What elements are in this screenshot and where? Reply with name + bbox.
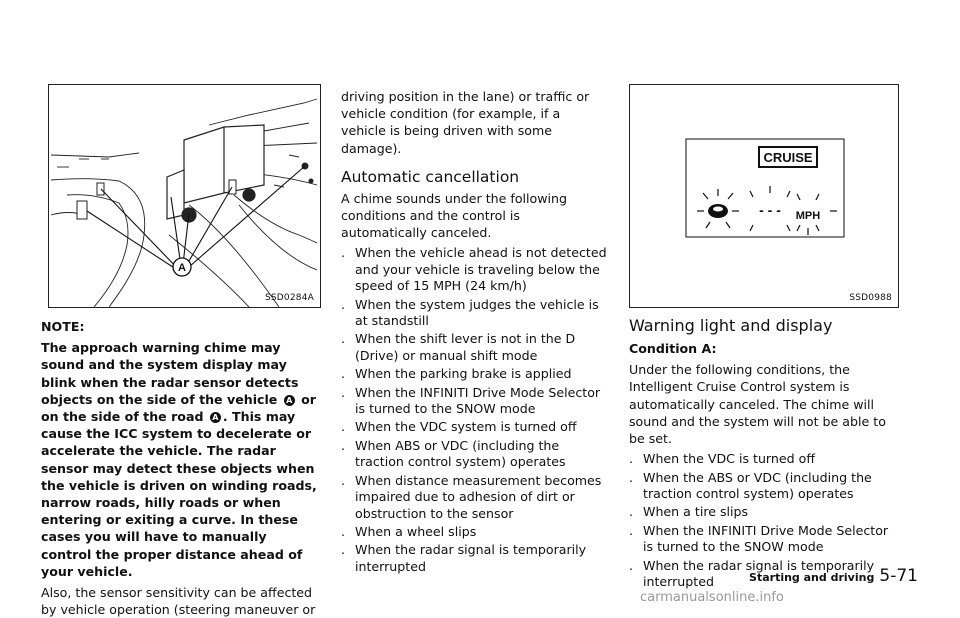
list-item: . When the ABS or VDC (including the traction control system) operates	[629, 469, 872, 502]
figure-marker-a: A	[178, 262, 186, 274]
automatic-cancellation-heading: Automatic cancellation	[341, 167, 520, 186]
bullet: .	[341, 523, 346, 539]
list-item: . When the system judges the vehicle is at standstill	[341, 296, 599, 329]
cancellation-list	[341, 245, 609, 575]
list-item: . When distance measurement becomes impaired due to adhesion of dirt or obstruction to the sensor	[341, 472, 602, 521]
section-name: Starting and driving	[749, 571, 875, 584]
bullet: .	[341, 419, 346, 435]
note-text-part3: . This may cause the ICC system to decelerate or accelerate the vehicle. The radar sensor may detect these objects when the vehicle is driven on winding roads, narrow roads, hilly roads or when entering or exiting a curve. In these cases you will have to manually control the proper distance ahead of your vehicle.	[41, 409, 317, 579]
list-item: . When the radar signal is temporarily interrupted	[629, 557, 875, 590]
bullet: .	[629, 469, 634, 485]
list-item: . When a tire slips	[629, 504, 749, 520]
note-text	[41, 339, 321, 580]
warning-section	[629, 316, 897, 592]
bullet: .	[629, 504, 634, 520]
sensitivity-text: Also, the sensor sensitivity can be affected by vehicle operation (steering maneuver or	[41, 585, 316, 618]
figure-caption: SSD0988	[849, 293, 892, 303]
note-heading: NOTE:	[41, 319, 85, 334]
marker-a-icon: A	[284, 395, 295, 406]
condition-label: Condition A:	[629, 341, 717, 356]
bullet: .	[341, 437, 346, 453]
list-item: . When the radar signal is temporarily interrupted	[341, 542, 587, 574]
bullet: .	[341, 472, 346, 488]
bullet: .	[629, 522, 634, 538]
page-footer	[720, 566, 918, 586]
list-item: . When the vehicle ahead is not detected and your vehicle is traveling below the speed of 15 MPH (24 km/h)	[341, 245, 607, 294]
list-item: . When the shift lever is not in the D (Drive) or manual shift mode	[341, 331, 576, 363]
bullet: .	[341, 384, 346, 400]
cruise-label: CRUISE	[763, 150, 813, 165]
note-text-part2: or on the side of the road	[41, 391, 316, 425]
list-item: . When the parking brake is applied	[341, 366, 572, 382]
middle-column	[341, 88, 609, 577]
note-block	[41, 318, 321, 618]
cruise-display-illustration	[629, 84, 899, 308]
distance-dashes: - - -	[759, 202, 781, 218]
bullet: .	[629, 451, 634, 467]
radar-road-illustration	[48, 84, 321, 308]
list-item: . When the INFINITI Drive Mode Selector is turned to the SNOW mode	[629, 522, 889, 555]
list-item: . When ABS or VDC (including the traction control system) operates	[341, 437, 566, 470]
road-scene-drawing	[49, 85, 320, 307]
bullet: .	[629, 557, 634, 573]
list-item: . When the INFINITI Drive Mode Selector is turned to the SNOW mode	[341, 384, 601, 417]
marker-a-icon: A	[210, 412, 221, 423]
bullet: .	[341, 542, 346, 558]
list-item: . When the VDC is turned off	[629, 451, 815, 467]
bullet: .	[341, 331, 346, 347]
bullet: .	[341, 366, 346, 382]
bullet: .	[341, 245, 346, 261]
automatic-cancellation-intro: A chime sounds under the following conditions and the control is automatically canceled.	[341, 190, 568, 241]
continued-text: driving position in the lane) or traffic or vehicle condition (for example, if a vehicle is being driven with some damage).	[341, 89, 590, 156]
list-item: . When the VDC system is turned off	[341, 419, 577, 435]
list-item: . When a wheel slips	[341, 523, 477, 539]
note-text-part1: The approach warning chime may sound and the system display may blink when the radar sensor detects objects on the side of the vehicle	[41, 340, 299, 407]
cruise-display-drawing	[630, 85, 898, 307]
watermark: carmanualsonline.info	[640, 590, 784, 605]
warning-light-heading: Warning light and display	[629, 316, 833, 335]
bullet: .	[341, 296, 346, 312]
page-number: 5-71	[879, 566, 918, 586]
condition-intro: Under the following conditions, the Intelligent Cruise Control system is automatically canceled. The chime will sound and the system will not be able to be set.	[629, 362, 886, 447]
figure-caption: SSD0284A	[264, 293, 314, 303]
mph-label: MPH	[795, 210, 821, 222]
